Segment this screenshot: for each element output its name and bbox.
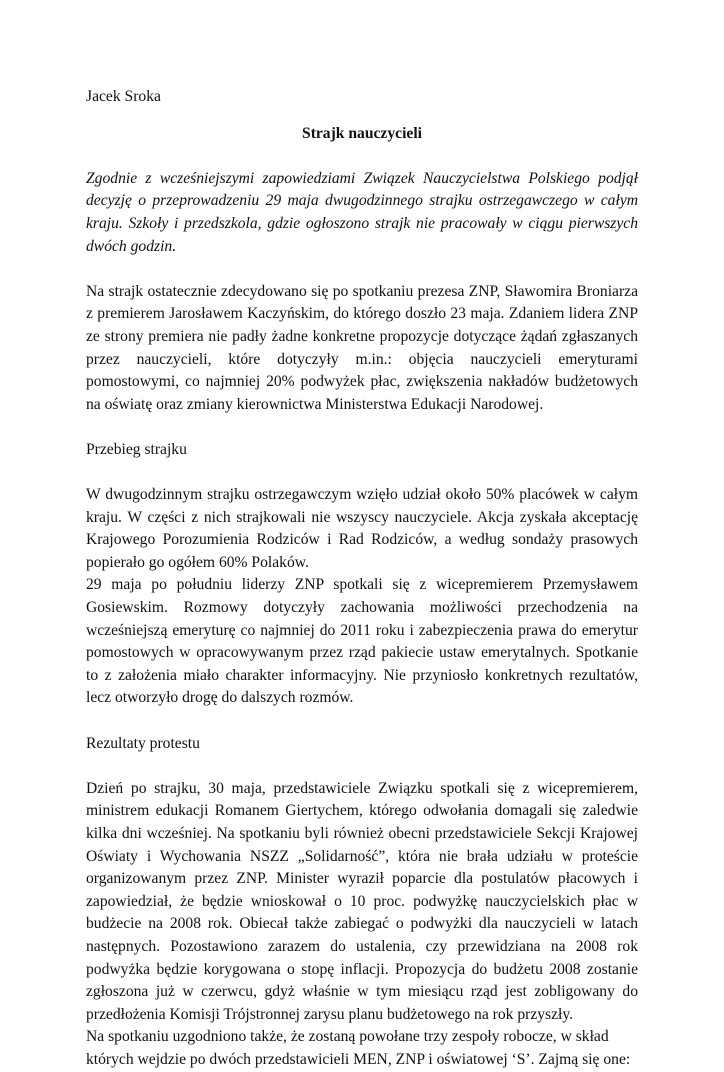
author-name: Jacek Sroka xyxy=(86,88,161,105)
paragraph-gosiewski-meeting: 29 maja po południu liderzy ZNP spotkali się z wicepremierem Przemysławem Gosiewskim. Rozmowy dotyczyły zachowania możliwości przechodzenia na wcześniejszą emeryturę co najmniej do 2011 roku i zabezpieczenia prawa do emerytur pomostowych w opracowywanym przez rząd pakiecie ustaw emerytalnych. Spotkanie to z założenia miało charakter informacyjny. Nie przyniosło konkretnych rezultatów, lecz otworzyło drogę do dalszych rozmów. xyxy=(86,576,638,707)
paragraph-working-groups: Na spotkaniu uzgodniono także, że zostaną powołane trzy zespoły robocze, w skład których wejdzie po dwóch przedstawicieli MEN, ZNP i oświatowej ‘S’. Zajmą się one: xyxy=(86,1028,631,1068)
paragraph-strike-participation: W dwugodzinnym strajku ostrzegawczym wzięło udział około 50% placówek w całym kraju. W części z nich strajkowali nie wszyscy nauczyciele. Akcja zyskała akceptację Krajowego Porozumienia Rodziców i Rad Rodziców, a według sondaży prasowych popierało go ogółem 60% Polaków. xyxy=(86,486,638,571)
document-body xyxy=(86,86,638,1072)
paragraph-giertych-meeting: Dzień po strajku, 30 maja, przedstawiciele Związku spotkali się z wicepremierem, ministrem edukacji Romanem Giertychem, którego odwołania domagali się zaledwie kilka dni wcześniej. Na spotkaniu byli również obecni przedstawiciele Sekcji Krajowej Oświaty i Wychowania NSZZ „Solidarność”, która nie brała udziału w proteście organizowanym przez ZNP. Minister wyraził poparcie dla postulatów płacowych i zapowiedział, że będzie wnioskował o 10 proc. podwyżkę nauczycielskich płac w budżecie na 2008 rok. Obiecał także zabiegać o podwyżki dla nauczycieli w latach następnych. Pozostawiono zarazem do ustalenia, czy przewidziana na 2008 rok podwyżka będzie korygowana o stopę inflacji. Propozycja do budżetu 2008 zostanie zgłoszona już w czerwcu, gdyż właśnie w tym miesiącu rząd jest zobligowany do przedłożenia Komisji Trójstronnej zarysu planu budżetowego na rok przyszły. xyxy=(86,779,638,1023)
intro-paragraph: Na strajk ostatecznie zdecydowano się po spotkaniu prezesa ZNP, Sławomira Broniarza z premierem Jarosławem Kaczyńskim, do którego doszło 23 maja. Zdaniem lidera ZNP ze strony premiera nie padły żadne konkretne propozycje dotyczące żądań zgłaszanych przez nauczycieli, które dotyczyły m.in.: objęcia nauczycieli emeryturami pomostowymi, co najmniej 20% podwyżek płac, zwiększenia nakładów budżetowych na oświatę oraz zmiany kierownictwa Ministerstwa Edukacji Narodowej. xyxy=(86,282,638,413)
section-heading-rezultaty: Rezultaty protestu xyxy=(86,734,200,752)
lead-paragraph: Zgodnie z wcześniejszymi zapowiedziami Związek Nauczycielstwa Polskiego podjął decyzję o przeprowadzeniu 29 maja dwugodzinnego strajku ostrzegawczego w całym kraju. Szkoły i przedszkola, gdzie ogłoszono strajk nie pracowały w ciągu pierwszych dwóch godzin. xyxy=(86,169,638,255)
document-title: Strajk nauczycieli xyxy=(302,124,422,142)
section-heading-przebieg: Przebieg strajku xyxy=(86,440,187,458)
